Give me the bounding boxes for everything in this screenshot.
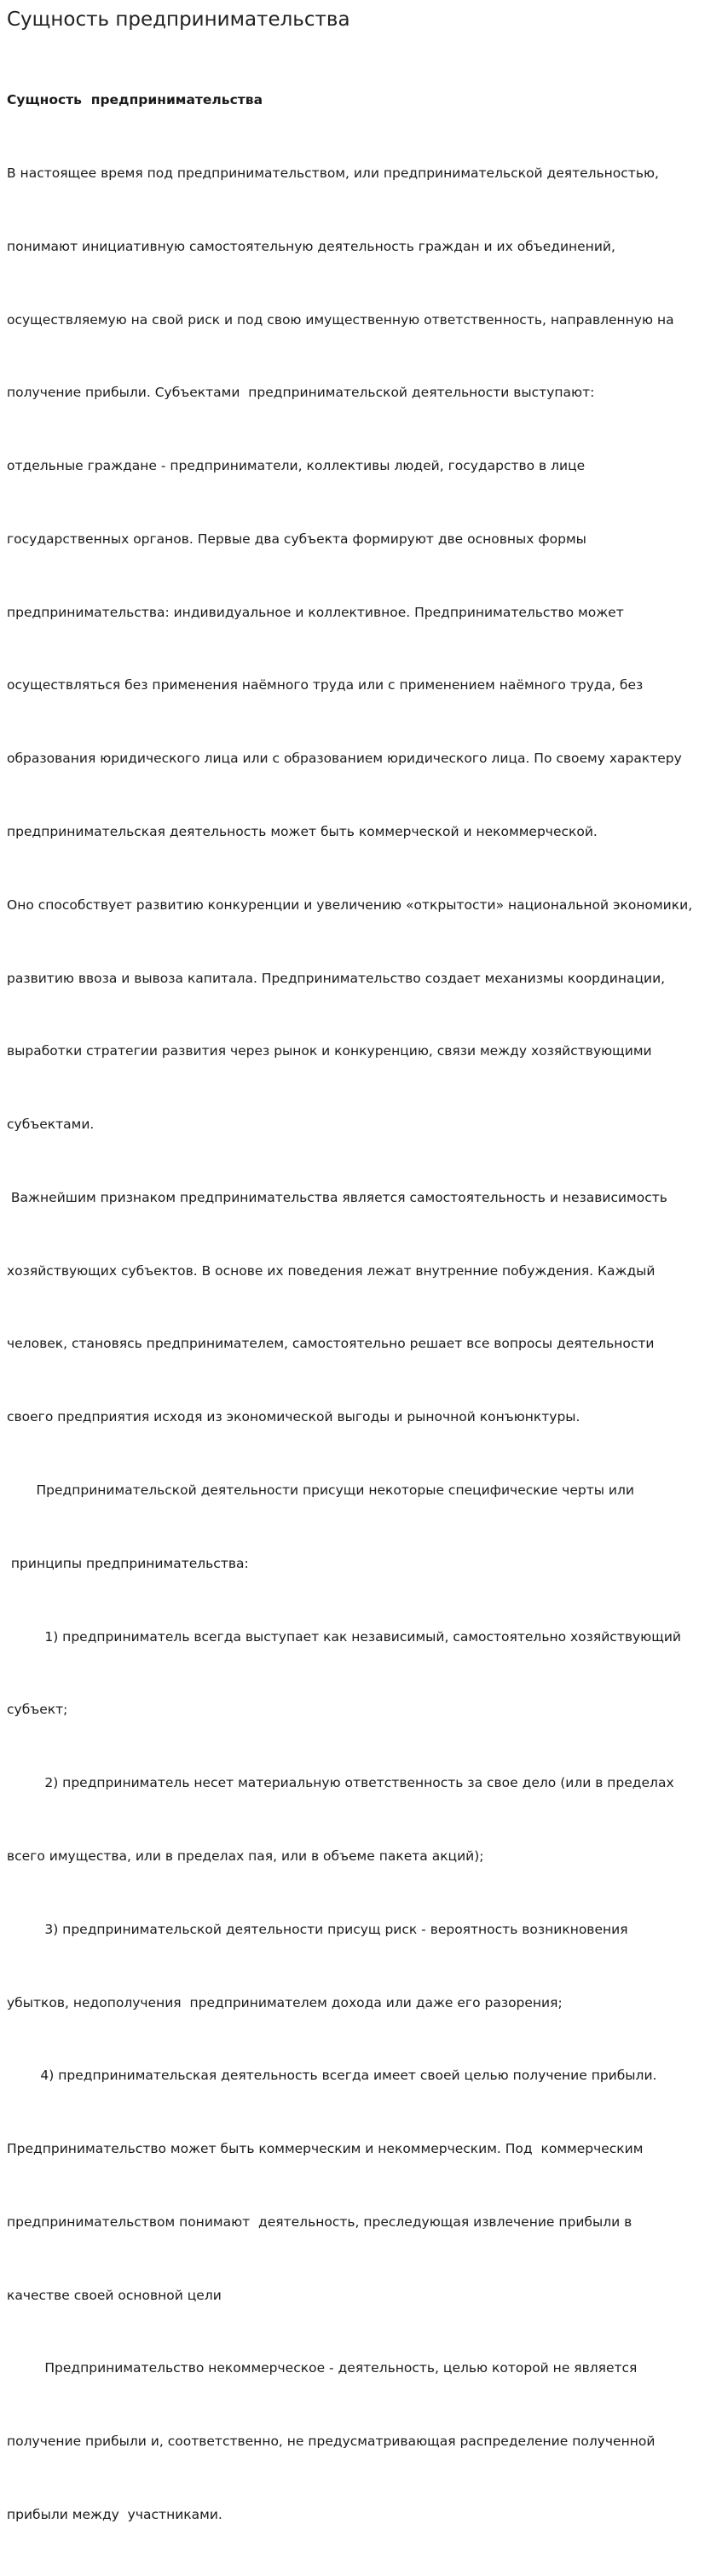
text-line: 1) предприниматель всегда выступает как независимый, самостоятельно хозяйствующий [7,1628,681,1645]
text-line: 2) предприниматель несет материальную ответственность за свое дело (или в пределах [7,1775,674,1791]
text-line: своего предприятия исходя из экономической выгоды и рыночной конъюнктуры. [7,1409,580,1425]
text-line: субъект; [7,1702,68,1718]
text-line: осуществляться без применения наёмного труда или с применением наёмного труда, без [7,677,644,693]
text-line: предпринимательская деятельность может быть коммерческой и некоммерческой. [7,824,598,839]
text-line: Предпринимательство некоммерческое - деятельность, целью которой не является [7,2360,638,2376]
text-line: Предпринимательство может быть коммерческим и некоммерческим. Под коммерческим [7,2141,644,2157]
text-line: осуществляемую на свой риск и под свою имущественную ответственность, направленную на [7,311,674,328]
page-title: Сущность предпринимательства [7,9,350,31]
text-line: человек, становясь предпринимателем, самостоятельно решает все вопросы деятельности [7,1336,655,1352]
text-line: всего имущества, или в пределах пая, или в объеме пакета акций); [7,1848,484,1864]
text-line: предпринимательством понимают деятельность, преследующая извлечение прибыли в [7,2213,632,2230]
section-heading: Сущность предпринимательства [7,92,263,108]
text-line: 4) предпринимательская деятельность всегда имеет своей целью получение прибыли. [7,2068,657,2084]
text-line: хозяйствующих субъектов. В основе их поведения лежат внутренние побуждения. Каждый [7,1262,656,1279]
text-line: выработки стратегии развития через рынок и конкуренцию, связи между хозяйствующими [7,1043,652,1059]
text-line: принципы предпринимательства: [7,1555,249,1571]
text-line: прибыли между участниками. [7,2506,222,2522]
text-line: убытков, недополучения предпринимателем дохода или даже его разорения; [7,1994,563,2010]
text-line: 3) предпринимательской деятельности присущ риск - вероятность возникновения [7,1921,628,1937]
text-line: государственных органов. Первые два субъекта формируют две основных формы [7,531,586,547]
text-line: субъектами. [7,1117,95,1133]
document-body [7,39,719,2576]
text-line: отдельные граждане - предприниматели, коллективы людей, государство в лице [7,458,586,474]
text-line: В настоящее время под предпринимательством, или предпринимательской деятельностью, [7,165,659,181]
text-line: получение прибыли и, соответственно, не предусматривающая распределение полученной [7,2434,656,2450]
text-line: Оно способствует развитию конкуренции и увеличению «открытости» национальной экономики, [7,896,693,913]
text-line: Важнейшим признаком предпринимательства является самостоятельность и независимость [7,1189,667,1205]
text-line: развитию ввоза и вывоза капитала. Предпринимательство создает механизмы координации, [7,970,666,986]
text-line: получение прибыли. Субъектами предпринимательской деятельности выступают: [7,385,595,401]
text-line: качестве своей основной цели [7,2287,222,2303]
text-line: образования юридического лица или с образованием юридического лица. По своему характеру [7,751,682,767]
document-page [7,0,719,2576]
text-line: понимают инициативную самостоятельную деятельность граждан и их объединений, [7,238,615,254]
text-line: предпринимательства: индивидуальное и коллективное. Предпринимательство может [7,604,624,620]
text-line: Предпринимательской деятельности присущи некоторые специфические черты или [7,1482,634,1499]
